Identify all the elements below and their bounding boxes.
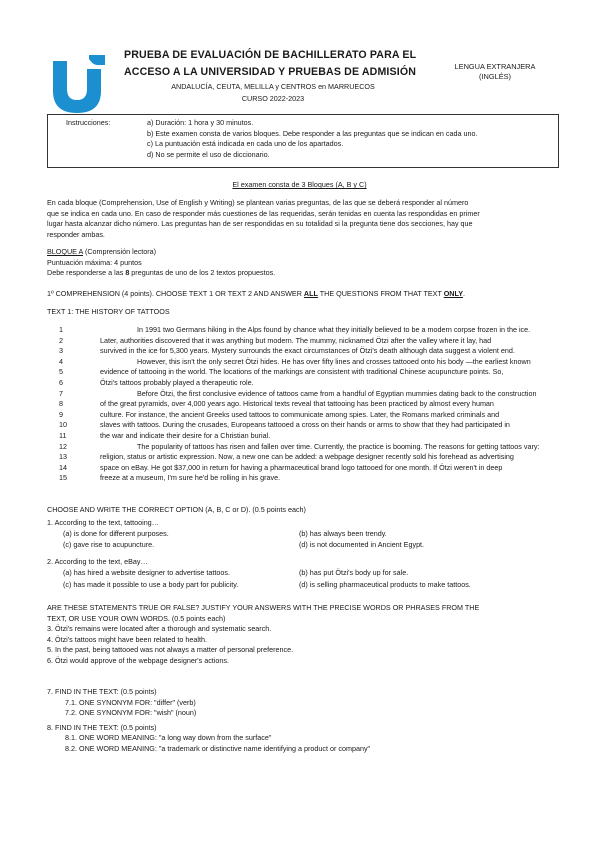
passage-line: 2 Later, authorities discovered that it was anything but modern. The mummy, nicknamed Ötzi after the valley where it lay, had [59, 335, 492, 345]
find-item: 7.1. ONE SYNONYM FOR: "differ" (verb) [65, 697, 196, 707]
find-item: 8.1. ONE WORD MEANING: "a long way down from the surface" [65, 733, 272, 743]
reading-passage [47, 325, 557, 484]
max-points: Puntuación máxima: 4 puntos [47, 257, 142, 267]
section-heading: CHOOSE AND WRITE THE CORRECT OPTION (A, B, C or D). (0.5 points each) [47, 505, 306, 514]
passage-line: 4 However, this isn't the only secret Ötzi hides. He has over fifty lines and crosses tattooed onto his body —the earliest known [59, 356, 531, 366]
statement: 6. Ötzi would approve of the webpage designer's actions. [47, 655, 229, 665]
university-logo-icon [49, 53, 111, 113]
option: (c) has made it possible to use a body part for publicity. [63, 580, 239, 589]
statement: 3. Ötzi's remains were located after a thorough and systematic search. [47, 624, 272, 634]
instruction-item: c) La puntuación está indicada en cada uno de los apartados. [147, 139, 344, 149]
intro-paragraph: En cada bloque (Comprehension, Use of English y Writing) se plantean varias preguntas, de las que se deberá responder al número que se indica en cada uno. En caso de responder más cuestiones de las requeridas, serán tenidas en cuenta las respondidas en primer lugar hasta alcanzar dicho número. Las preguntas han de ser respondidas en su totalidad si la pregunta tiene dos secciones, hay que responder ambas. [47, 198, 480, 239]
passage-line: 13 religion, status or artistic expression. Now, a new one can be added: a webpage designer recently sold his forehead as advertising [59, 452, 514, 462]
passage-line: 12 The popularity of tattoos has risen and fallen over time. Currently, the practice is booming. The reasons for getting tattoos vary: [59, 441, 540, 451]
option: (d) is not documented in Ancient Egypt. [299, 540, 425, 549]
text-title: TEXT 1: THE HISTORY OF TATTOOS [47, 307, 170, 316]
passage-line: 14 space on eBay. He got $37,000 in return for having a pharmaceutical brand logo tattooed for one month. If Ötzi weren't in deep [59, 462, 503, 472]
passage-line: 7 Before Ötzi, the first conclusive evidence of tattoos came from a handful of Egyptian mummies dating back to the construction [59, 388, 537, 398]
statement: 4. Ötzi's tattoos might have been related to health. [47, 634, 207, 644]
option: (b) has put Ötzi's body up for sale. [299, 568, 409, 577]
question-heading: 8. FIND IN THE TEXT: (0.5 points) [47, 722, 157, 732]
comprehension-instruction: 1º COMPREHENSION (4 points). CHOOSE TEXT 1 OR TEXT 2 AND ANSWER ALL THE QUESTIONS FROM THAT TEXT ONLY. [47, 289, 466, 298]
instruction-item: d) No se permite el uso de diccionario. [147, 149, 270, 159]
option: (d) is selling pharmaceutical products to make tattoos. [299, 580, 471, 589]
passage-line: 1 In 1991 two Germans hiking in the Alps found by chance what they initially believed to be a modern corpse frozen in the ice. [59, 325, 531, 334]
subject-label: LENGUA EXTRANJERA (INGLÉS) [454, 62, 536, 81]
question-heading: 7. FIND IN THE TEXT: (0.5 points) [47, 687, 157, 696]
find-item: 8.2. ONE WORD MEANING: "a trademark or distinctive name identifying a product or company" [65, 743, 371, 753]
instruction-item: a) Duración: 1 hora y 30 minutos. [147, 118, 254, 127]
instructions-label: Instrucciones: [66, 118, 111, 127]
question-stem: 1. According to the text, tattooing… [47, 518, 159, 527]
passage-line: 5 evidence of tattooing in the world. The locations of the markings are consistent with traditional Chinese acupuncture points. So, [59, 367, 504, 377]
section-heading: ARE THESE STATEMENTS TRUE OR FALSE? JUSTIFY YOUR ANSWERS WITH THE PRECISE WORDS OR PHRASES FROM THE [47, 603, 480, 612]
bloque-name: BLOQUE A [47, 247, 83, 256]
statement: 5. In the past, being tattooed was not always a matter of personal preference. [47, 645, 294, 655]
find-in-text-section [47, 687, 557, 755]
answer-instructions: Debe responderse a las 8 preguntas de uno de los 2 textos propuestos. [47, 268, 276, 278]
exam-subtitle [124, 81, 424, 105]
question-stem: 2. According to the text, eBay… [47, 557, 148, 566]
instructions-box [47, 114, 559, 168]
multiple-choice-section [47, 505, 557, 595]
passage-line: 8 of the great pyramids, over 4,000 years ago. Historical texts reveal that tattooing has been practiced by almost every human [59, 399, 494, 409]
passage-line: 3 survived in the ice for 5,300 years. Mystery surrounds the exact circumstances of Ötzi's death although data suggest a violent end. [59, 346, 515, 356]
find-item: 7.2. ONE SYNONYM FOR: "wish" (noun) [65, 708, 197, 718]
academic-year: CURSO 2022-2023 [241, 94, 305, 103]
passage-line: 10 slaves with tattoos. During the crusades, Europeans tattooed a cross on their hands or arms to show that they had participated in [59, 420, 510, 430]
bloque-a-section: BLOQUE A (Comprensión lectora) Puntuación máxima: 4 puntos Debe responderse a las 8 preguntas de uno de los 2 textos propuestos. [47, 247, 555, 279]
passage-line: 11 the war and indicate their desire for a Christian burial. [59, 430, 271, 440]
option: (a) is done for different purposes. [63, 529, 169, 538]
option: (a) has hired a website designer to advertise tattoos. [63, 568, 231, 577]
instruction-item: b) Este examen consta de varios bloques. Debe responder a las preguntas que se indican en cada uno. [147, 128, 478, 138]
section-heading: TEXT, OR USE YOUR OWN WORDS. (0.5 points each) [47, 613, 226, 623]
exam-title: PRUEBA DE EVALUACIÓN DE BACHILLERATO PARA EL ACCESO A LA UNIVERSIDAD Y PRUEBAS DE ADMISIÓN [124, 49, 417, 78]
passage-line: 6 Ötzi's tattoos probably played a therapeutic role. [59, 377, 254, 387]
passage-line: 9 culture. For instance, the ancient Greeks used tattoos to communicate among spies. Later, the Romans marked criminals and [59, 409, 500, 419]
option: (c) gave rise to acupuncture. [63, 540, 155, 549]
true-false-section [47, 603, 557, 667]
passage-line: 15 freeze at a museum, I'm sure he'd be rolling in his grave. [59, 473, 281, 483]
instructions-list [147, 118, 477, 160]
exam-structure-heading: El examen consta de 3 Bloques (A, B y C) [232, 180, 367, 189]
option: (b) has always been trendy. [299, 529, 387, 538]
region: ANDALUCÍA, CEUTA, MELILLA y CENTROS en MARRUECOS [171, 82, 375, 91]
